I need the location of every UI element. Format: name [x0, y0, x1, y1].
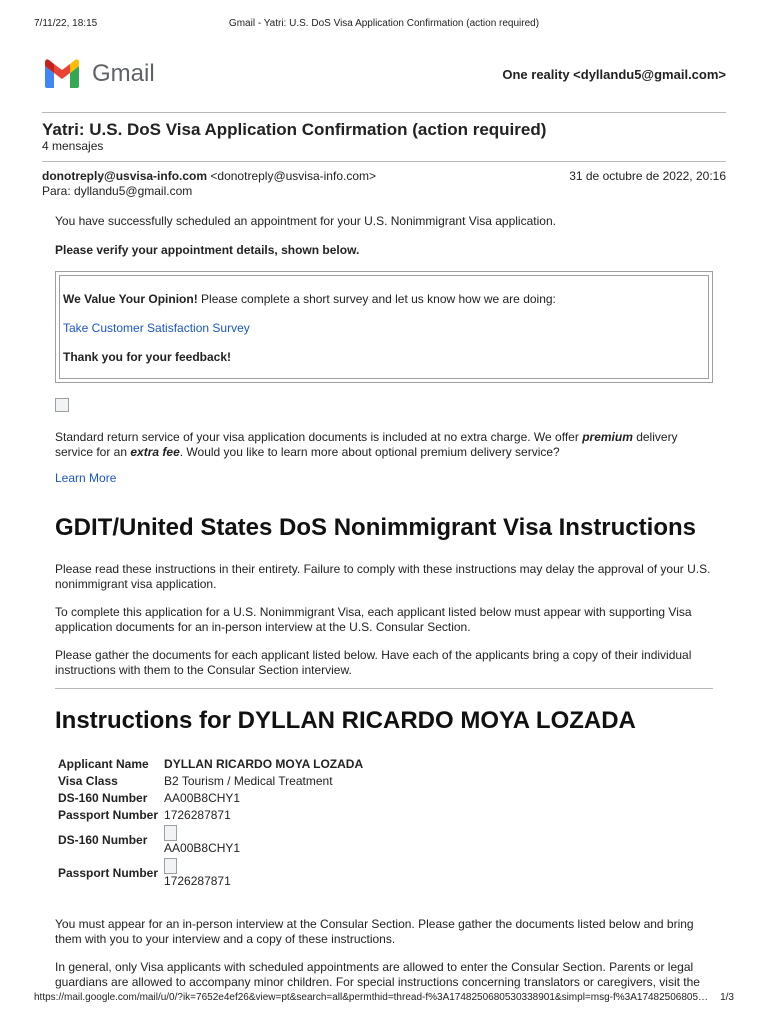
sender-name: donotreply@usvisa-info.com [42, 169, 208, 183]
delivery-text-3: . Would you like to learn more about optional premium delivery service? [179, 444, 560, 459]
delivery-text-2: delivery service for an [55, 430, 678, 459]
closing-p1: You must appear for an in-person interview at the Consular Section. Please gather the documents listed below and bring them with you to your interview and a copy of these instructions. [55, 917, 694, 946]
row-label: Applicant Name [58, 757, 149, 771]
row-label: Passport Number [58, 866, 159, 880]
table-row [55, 824, 366, 857]
recipient-line: Para: dyllandu5@gmail.com [42, 184, 193, 198]
table-row [55, 756, 366, 773]
table-row [55, 773, 366, 790]
table-row [55, 790, 366, 807]
instructions-p3: Please gather the documents for each applicant listed below. Have each of the applicants bring a copy of their individual instructions with them to the Consular Section interview. [55, 648, 692, 677]
divider [55, 688, 713, 689]
sender-line [42, 169, 376, 183]
row-value: AA00B8CHY1 [164, 841, 241, 855]
thread-subject: Yatri: U.S. DoS Visa Application Confirmation (action required) [42, 120, 547, 139]
closing-p2: In general, only Visa applicants with scheduled appointments are allowed to enter the Consular Section. Parents or legal guardians are allowed to accompany minor children. For special instructions concerning translators or caregivers, visit the [55, 960, 700, 989]
row-label: Visa Class [58, 774, 118, 788]
survey-desc: Please complete a short survey and let us know how we are doing: [197, 292, 556, 306]
print-datetime: 7/11/22, 18:15 [34, 18, 98, 29]
broken-image-icon [164, 825, 177, 841]
broken-image-icon [164, 858, 177, 874]
row-label: DS-160 Number [58, 791, 148, 805]
divider [42, 112, 726, 113]
survey-bold: We Value Your Opinion! [63, 292, 198, 306]
delivery-text-1: Standard return service of your visa application documents is included at no extra charge. We offer [55, 430, 583, 444]
verify-line: Please verify your appointment details, shown below. [55, 243, 360, 257]
gmail-wordmark: Gmail [92, 60, 155, 87]
row-label: Passport Number [58, 808, 159, 822]
table-row [55, 857, 366, 890]
row-value: 1726287871 [164, 874, 231, 888]
print-title: Gmail - Yatri: U.S. DoS Visa Application Confirmation (action required) [228, 18, 540, 29]
sender-email: <donotreply@usvisa-info.com> [210, 169, 377, 183]
delivery-paragraph [55, 430, 715, 459]
row-value: B2 Tourism / Medical Treatment [164, 774, 333, 788]
row-value-with-image [161, 857, 366, 890]
gmail-logo-icon[interactable] [42, 58, 82, 88]
row-value-with-image [161, 824, 366, 857]
message-date: 31 de octubre de 2022, 20:16 [569, 169, 726, 183]
message-count: 4 mensajes [42, 139, 104, 153]
page-number: 1/3 [720, 992, 734, 1003]
applicant-heading: Instructions for DYLLAN RICARDO MOYA LOZADA [55, 707, 636, 734]
row-value: AA00B8CHY1 [164, 791, 241, 805]
row-label: DS-160 Number [58, 833, 148, 847]
table-row [55, 807, 366, 824]
instructions-p1: Please read these instructions in their entirety. Failure to comply with these instructions may delay the approval of your U.S. nonimmigrant visa application. [55, 562, 711, 591]
intro-line: You have successfully scheduled an appointment for your U.S. Nonimmigrant Visa application. [55, 214, 556, 228]
instructions-heading: GDIT/United States DoS Nonimmigrant Visa Instructions [55, 514, 696, 541]
survey-link[interactable]: Take Customer Satisfaction Survey [63, 321, 250, 335]
survey-text [63, 292, 556, 307]
row-value: DYLLAN RICARDO MOYA LOZADA [164, 757, 364, 771]
delivery-premium: premium [582, 430, 633, 444]
print-url: https://mail.google.com/mail/u/0/?ik=7652e4ef26&view=pt&search=all&permthid=thread-f%3A1748250680530338901&simpl=msg-f%3A17482506805… [34, 992, 709, 1003]
account-label: One reality <dyllandu5@gmail.com> [502, 67, 726, 82]
divider [42, 161, 726, 162]
row-value: 1726287871 [164, 808, 231, 822]
applicant-table [55, 756, 366, 890]
instructions-p2: To complete this application for a U.S. Nonimmigrant Visa, each applicant listed below must appear with supporting Visa application documents for an in-person interview at the U.S. Consular Section. [55, 605, 692, 634]
delivery-extra-fee: extra fee [130, 444, 180, 459]
learn-more-link[interactable]: Learn More [55, 471, 117, 485]
broken-image-icon [55, 398, 69, 412]
survey-thanks: Thank you for your feedback! [63, 350, 232, 364]
